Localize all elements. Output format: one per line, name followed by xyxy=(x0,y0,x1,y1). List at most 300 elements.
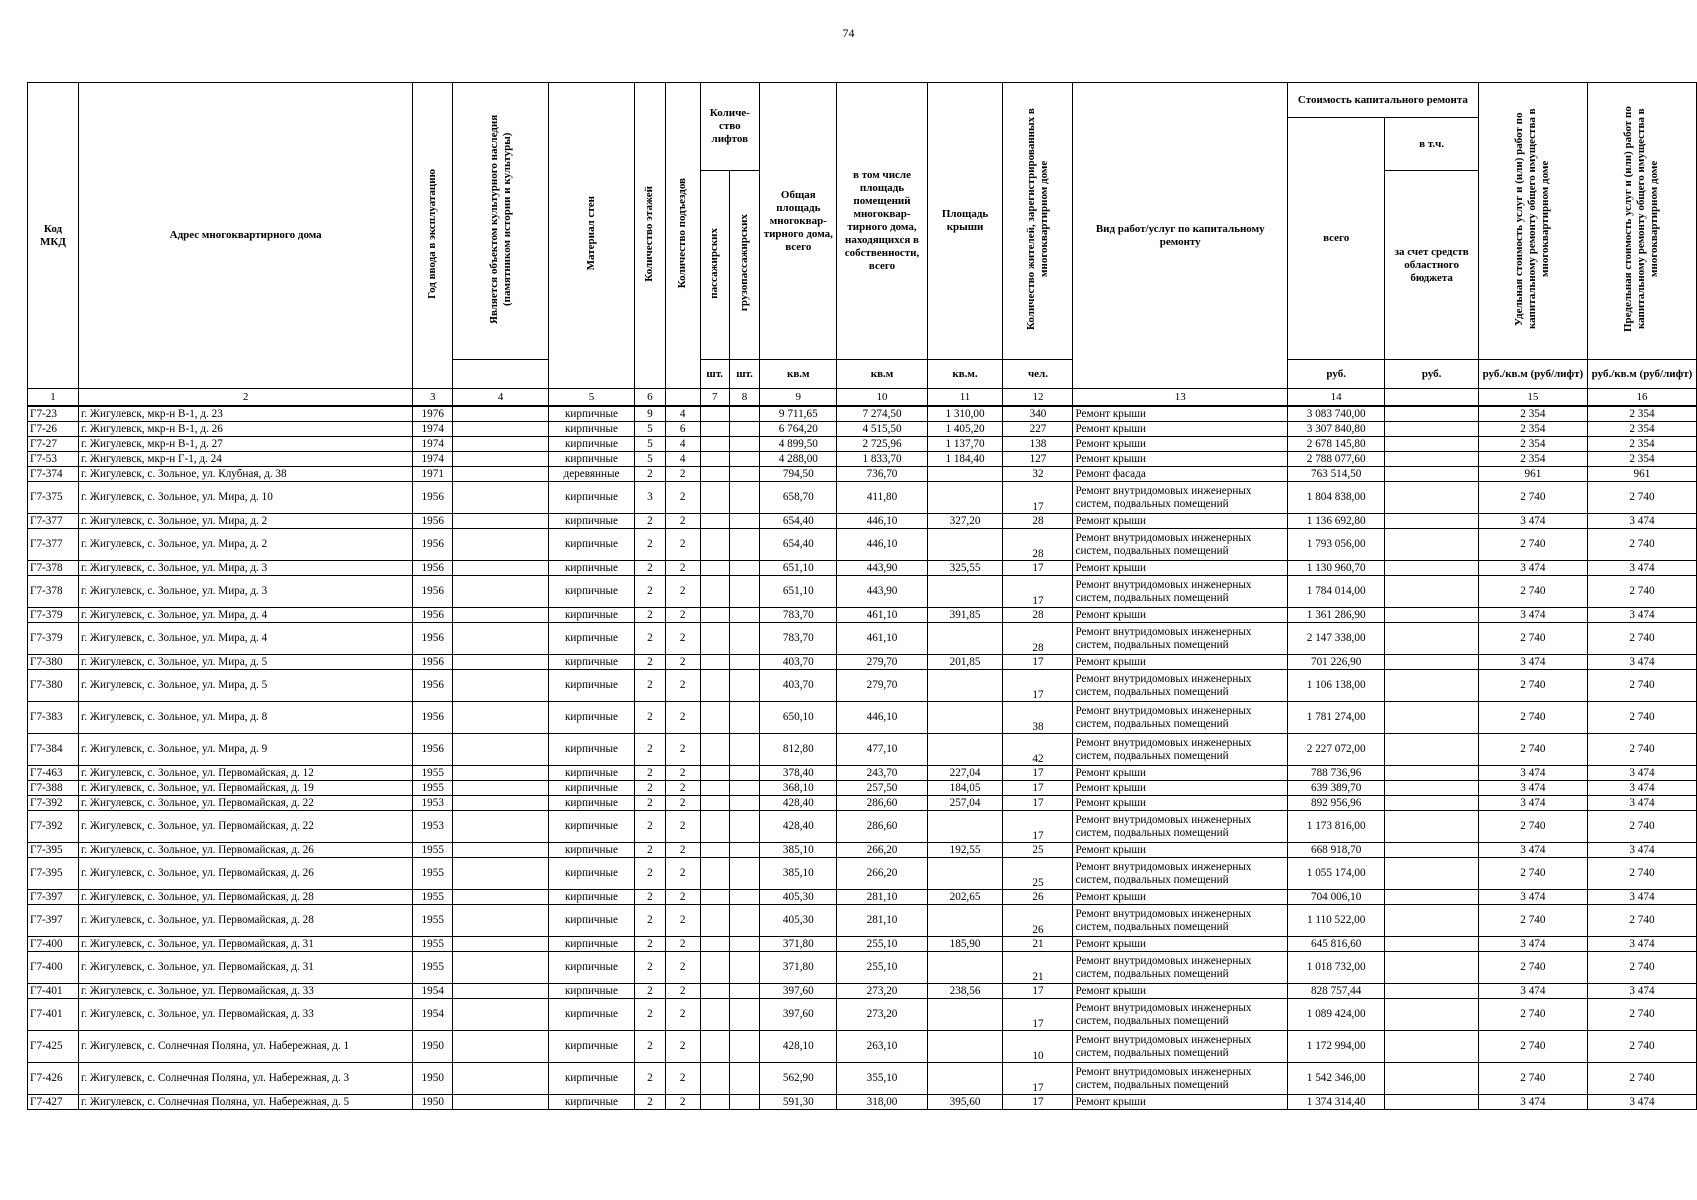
cell-cost-total: 639 389,70 xyxy=(1287,781,1384,796)
cell-cost-regional xyxy=(1385,702,1478,734)
cell-heritage xyxy=(453,858,549,890)
cell-cost-regional xyxy=(1385,937,1478,952)
cell-floors: 2 xyxy=(634,905,665,937)
cell-owned-area: 286,60 xyxy=(837,796,927,811)
cell-lifts-cargo xyxy=(729,766,759,781)
cell-residents: 17 xyxy=(1003,999,1073,1031)
cell-entrances: 2 xyxy=(665,702,700,734)
cell-total-area: 371,80 xyxy=(760,952,837,984)
cell-lifts-pass xyxy=(700,858,729,890)
cell-limit-cost: 2 354 xyxy=(1587,452,1696,467)
cell-code: Г7-27 xyxy=(28,437,79,452)
table-row xyxy=(28,905,1697,937)
cell-work: Ремонт внутридомовых инженерных систем, подвальных помещений xyxy=(1073,858,1287,890)
cell-roof-area xyxy=(927,952,1003,984)
cell-lifts-cargo xyxy=(729,467,759,482)
cell-address: г. Жигулевск, с. Зольное, ул. Первомайская, д. 33 xyxy=(79,984,413,999)
cell-cost-total: 1 055 174,00 xyxy=(1287,858,1384,890)
cell-lifts-pass xyxy=(700,952,729,984)
cell-floors: 2 xyxy=(634,608,665,623)
cell-address: г. Жигулевск, мкр-н В-1, д. 23 xyxy=(79,406,413,422)
cell-walls: кирпичные xyxy=(549,1063,635,1095)
cell-code: Г7-401 xyxy=(28,999,79,1031)
cell-address: г. Жигулевск, с. Зольное, ул. Первомайская, д. 31 xyxy=(79,937,413,952)
cell-cost-regional xyxy=(1385,655,1478,670)
cell-lifts-pass xyxy=(700,905,729,937)
cell-lifts-pass xyxy=(700,811,729,843)
cell-address: г. Жигулевск, мкр-н Г-1, д. 24 xyxy=(79,452,413,467)
cell-code: Г7-53 xyxy=(28,452,79,467)
cell-floors: 2 xyxy=(634,890,665,905)
cell-walls: кирпичные xyxy=(549,984,635,999)
cell-floors: 2 xyxy=(634,984,665,999)
cell-owned-area: 446,10 xyxy=(837,514,927,529)
cell-address: г. Жигулевск, мкр-н В-1, д. 27 xyxy=(79,437,413,452)
cell-lifts-cargo xyxy=(729,406,759,422)
cell-year: 1950 xyxy=(413,1063,453,1095)
cell-walls: кирпичные xyxy=(549,858,635,890)
unit-pcs-1: шт. xyxy=(700,360,729,389)
cell-cost-regional xyxy=(1385,984,1478,999)
cell-floors: 2 xyxy=(634,937,665,952)
cell-heritage xyxy=(453,843,549,858)
cell-lifts-cargo xyxy=(729,437,759,452)
unit-pcs-2: шт. xyxy=(729,360,759,389)
cell-unit-cost: 2 740 xyxy=(1478,482,1587,514)
cell-lifts-cargo xyxy=(729,984,759,999)
cell-heritage xyxy=(453,452,549,467)
header-residents-text: Количество жителей, зарегистрированных в многоквартирном доме xyxy=(1024,108,1050,330)
cell-cost-regional xyxy=(1385,576,1478,608)
cell-owned-area: 2 725,96 xyxy=(837,437,927,452)
cell-cost-regional xyxy=(1385,890,1478,905)
cell-cost-total: 1 784 014,00 xyxy=(1287,576,1384,608)
cell-roof-area xyxy=(927,858,1003,890)
cell-work: Ремонт крыши xyxy=(1073,437,1287,452)
table-row xyxy=(28,452,1697,467)
cell-owned-area: 443,90 xyxy=(837,576,927,608)
cell-owned-area: 281,10 xyxy=(837,890,927,905)
cell-address: г. Жигулевск, с. Зольное, ул. Мира, д. 3 xyxy=(79,561,413,576)
cell-total-area: 812,80 xyxy=(760,734,837,766)
cell-roof-area xyxy=(927,811,1003,843)
cell-cost-regional xyxy=(1385,529,1478,561)
cell-walls: кирпичные xyxy=(549,437,635,452)
cell-limit-cost: 3 474 xyxy=(1587,781,1696,796)
cell-cost-total: 1 361 286,90 xyxy=(1287,608,1384,623)
cell-cost-total: 3 083 740,00 xyxy=(1287,406,1384,422)
cell-unit-cost: 961 xyxy=(1478,467,1587,482)
cell-heritage xyxy=(453,734,549,766)
cell-lifts-cargo xyxy=(729,858,759,890)
cell-year: 1976 xyxy=(413,406,453,422)
cell-floors: 3 xyxy=(634,482,665,514)
cell-limit-cost: 3 474 xyxy=(1587,890,1696,905)
cell-lifts-cargo xyxy=(729,608,759,623)
cell-roof-area: 1 310,00 xyxy=(927,406,1003,422)
cell-limit-cost: 3 474 xyxy=(1587,561,1696,576)
cell-floors: 2 xyxy=(634,781,665,796)
header-incl: в т.ч. xyxy=(1385,118,1478,171)
cell-entrances: 4 xyxy=(665,452,700,467)
cell-cost-total: 763 514,50 xyxy=(1287,467,1384,482)
cell-unit-cost: 3 474 xyxy=(1478,843,1587,858)
cell-year: 1956 xyxy=(413,608,453,623)
cell-year: 1955 xyxy=(413,905,453,937)
cell-roof-area xyxy=(927,467,1003,482)
cell-unit-cost: 3 474 xyxy=(1478,796,1587,811)
cell-cost-total: 1 106 138,00 xyxy=(1287,670,1384,702)
unit-rate-2: руб./кв.м (руб/лифт) xyxy=(1587,360,1696,389)
cell-limit-cost: 2 740 xyxy=(1587,734,1696,766)
cell-year: 1956 xyxy=(413,655,453,670)
cell-unit-cost: 2 740 xyxy=(1478,529,1587,561)
cell-owned-area: 257,50 xyxy=(837,781,927,796)
unit-rate-1: руб./кв.м (руб/лифт) xyxy=(1478,360,1587,389)
cell-lifts-pass xyxy=(700,1063,729,1095)
cell-total-area: 405,30 xyxy=(760,890,837,905)
cell-heritage xyxy=(453,781,549,796)
cell-heritage xyxy=(453,702,549,734)
cell-lifts-pass xyxy=(700,655,729,670)
cell-heritage xyxy=(453,1031,549,1063)
cell-owned-area: 273,20 xyxy=(837,984,927,999)
cell-unit-cost: 2 740 xyxy=(1478,811,1587,843)
cell-walls: кирпичные xyxy=(549,576,635,608)
cell-total-area: 591,30 xyxy=(760,1095,837,1110)
cell-walls: кирпичные xyxy=(549,608,635,623)
cell-limit-cost: 2 354 xyxy=(1587,437,1696,452)
table-row xyxy=(28,811,1697,843)
cell-unit-cost: 2 740 xyxy=(1478,858,1587,890)
cell-owned-area: 1 833,70 xyxy=(837,452,927,467)
header-regional: за счет средств областного бюджета xyxy=(1385,171,1478,360)
cell-limit-cost: 3 474 xyxy=(1587,514,1696,529)
cell-total-area: 428,40 xyxy=(760,811,837,843)
cell-entrances: 2 xyxy=(665,608,700,623)
cell-lifts-cargo xyxy=(729,843,759,858)
cell-owned-area: 736,70 xyxy=(837,467,927,482)
cell-heritage xyxy=(453,952,549,984)
cell-owned-area: 443,90 xyxy=(837,561,927,576)
header-cost: Стоимость капитального ремонта xyxy=(1287,83,1478,118)
cell-walls: кирпичные xyxy=(549,937,635,952)
cell-limit-cost: 3 474 xyxy=(1587,984,1696,999)
cell-heritage xyxy=(453,422,549,437)
cell-year: 1950 xyxy=(413,1031,453,1063)
cell-lifts-cargo xyxy=(729,905,759,937)
cell-cost-total: 2 147 338,00 xyxy=(1287,623,1384,655)
column-numbers-row xyxy=(28,389,1697,407)
cell-heritage xyxy=(453,529,549,561)
cell-residents: 340 xyxy=(1003,406,1073,422)
cell-work: Ремонт крыши xyxy=(1073,406,1287,422)
cell-cost-regional xyxy=(1385,905,1478,937)
cell-heritage xyxy=(453,999,549,1031)
cell-lifts-pass xyxy=(700,576,729,608)
cell-total-area: 651,10 xyxy=(760,561,837,576)
cell-cost-regional xyxy=(1385,608,1478,623)
cell-limit-cost: 2 354 xyxy=(1587,422,1696,437)
cell-cost-total: 701 226,90 xyxy=(1287,655,1384,670)
cell-cost-total: 1 542 346,00 xyxy=(1287,1063,1384,1095)
cell-total-area: 397,60 xyxy=(760,984,837,999)
cell-owned-area: 446,10 xyxy=(837,702,927,734)
cell-floors: 2 xyxy=(634,1095,665,1110)
cell-unit-cost: 3 474 xyxy=(1478,655,1587,670)
cell-code: Г7-400 xyxy=(28,952,79,984)
cell-lifts-pass xyxy=(700,796,729,811)
cell-work: Ремонт внутридомовых инженерных систем, подвальных помещений xyxy=(1073,670,1287,702)
cell-address: г. Жигулевск, с. Зольное, ул. Первомайская, д. 26 xyxy=(79,843,413,858)
cell-total-area: 654,40 xyxy=(760,514,837,529)
cell-code: Г7-374 xyxy=(28,467,79,482)
cell-code: Г7-384 xyxy=(28,734,79,766)
cell-entrances: 2 xyxy=(665,858,700,890)
cell-limit-cost: 2 740 xyxy=(1587,702,1696,734)
cell-unit-cost: 2 740 xyxy=(1478,1031,1587,1063)
cell-roof-area: 391,85 xyxy=(927,608,1003,623)
page-number: 74 xyxy=(842,26,855,40)
cell-residents: 17 xyxy=(1003,670,1073,702)
cell-total-area: 428,40 xyxy=(760,796,837,811)
column-number: 8 xyxy=(729,389,759,407)
cell-address: г. Жигулевск, с. Зольное, ул. Клубная, д. 38 xyxy=(79,467,413,482)
cell-code: Г7-26 xyxy=(28,422,79,437)
cell-walls: кирпичные xyxy=(549,999,635,1031)
cell-floors: 2 xyxy=(634,734,665,766)
cell-lifts-pass xyxy=(700,623,729,655)
header-lifts-cargo-text: грузопассажирских xyxy=(738,214,751,312)
column-number: 11 xyxy=(927,389,1003,407)
cell-work: Ремонт внутридомовых инженерных систем, подвальных помещений xyxy=(1073,702,1287,734)
table-row xyxy=(28,1095,1697,1110)
cell-floors: 2 xyxy=(634,843,665,858)
table-row xyxy=(28,890,1697,905)
header-residents xyxy=(1003,83,1073,360)
cell-entrances: 2 xyxy=(665,1063,700,1095)
cell-cost-regional xyxy=(1385,406,1478,422)
cell-walls: кирпичные xyxy=(549,406,635,422)
cell-limit-cost: 3 474 xyxy=(1587,937,1696,952)
cell-residents: 21 xyxy=(1003,937,1073,952)
cell-walls: кирпичные xyxy=(549,1095,635,1110)
cell-roof-area: 192,55 xyxy=(927,843,1003,858)
cell-owned-area: 461,10 xyxy=(837,623,927,655)
cell-work: Ремонт внутридомовых инженерных систем, подвальных помещений xyxy=(1073,811,1287,843)
header-owned-area: в том числе площадь помещений многоквар- тирного дома, находящихся в собственности, всего xyxy=(837,83,927,360)
cell-heritage xyxy=(453,984,549,999)
cell-roof-area: 227,04 xyxy=(927,766,1003,781)
cell-lifts-cargo xyxy=(729,561,759,576)
cell-owned-area: 477,10 xyxy=(837,734,927,766)
cell-walls: кирпичные xyxy=(549,890,635,905)
cell-owned-area: 446,10 xyxy=(837,529,927,561)
cell-code: Г7-463 xyxy=(28,766,79,781)
cell-owned-area: 279,70 xyxy=(837,670,927,702)
cell-heritage xyxy=(453,561,549,576)
cell-roof-area: 1 184,40 xyxy=(927,452,1003,467)
header-heritage xyxy=(453,83,549,360)
cell-entrances: 2 xyxy=(665,796,700,811)
cell-cost-total: 2 227 072,00 xyxy=(1287,734,1384,766)
cell-residents: 17 xyxy=(1003,561,1073,576)
cell-cost-regional xyxy=(1385,796,1478,811)
cell-walls: кирпичные xyxy=(549,529,635,561)
cell-residents: 26 xyxy=(1003,905,1073,937)
cell-lifts-pass xyxy=(700,734,729,766)
cell-residents: 17 xyxy=(1003,1095,1073,1110)
cell-year: 1950 xyxy=(413,1095,453,1110)
cell-entrances: 2 xyxy=(665,529,700,561)
cell-lifts-pass xyxy=(700,702,729,734)
cell-lifts-cargo xyxy=(729,781,759,796)
cell-lifts-cargo xyxy=(729,655,759,670)
table-row xyxy=(28,561,1697,576)
cell-lifts-cargo xyxy=(729,452,759,467)
column-number: 1 xyxy=(28,389,79,407)
table-row xyxy=(28,999,1697,1031)
repair-program-table xyxy=(27,82,1697,1110)
cell-address: г. Жигулевск, с. Зольное, ул. Мира, д. 9 xyxy=(79,734,413,766)
cell-total-area: 9 711,65 xyxy=(760,406,837,422)
cell-lifts-pass xyxy=(700,529,729,561)
cell-lifts-cargo xyxy=(729,623,759,655)
table-row xyxy=(28,467,1697,482)
cell-lifts-pass xyxy=(700,514,729,529)
unit-rub-1: руб. xyxy=(1287,360,1384,389)
cell-heritage xyxy=(453,796,549,811)
cell-total-area: 368,10 xyxy=(760,781,837,796)
cell-code: Г7-380 xyxy=(28,670,79,702)
cell-heritage xyxy=(453,890,549,905)
cell-address: г. Жигулевск, с. Зольное, ул. Первомайская, д. 22 xyxy=(79,811,413,843)
cell-address: г. Жигулевск, с. Зольное, ул. Первомайская, д. 26 xyxy=(79,858,413,890)
cell-year: 1955 xyxy=(413,937,453,952)
cell-residents: 17 xyxy=(1003,811,1073,843)
cell-walls: кирпичные xyxy=(549,811,635,843)
cell-limit-cost: 2 740 xyxy=(1587,529,1696,561)
cell-residents: 17 xyxy=(1003,655,1073,670)
cell-heritage xyxy=(453,608,549,623)
unit-rub-2: руб. xyxy=(1385,360,1478,389)
cell-address: г. Жигулевск, с. Зольное, ул. Первомайская, д. 12 xyxy=(79,766,413,781)
cell-lifts-pass xyxy=(700,937,729,952)
cell-residents: 10 xyxy=(1003,1031,1073,1063)
cell-cost-regional xyxy=(1385,781,1478,796)
cell-residents: 127 xyxy=(1003,452,1073,467)
cell-residents: 28 xyxy=(1003,529,1073,561)
cell-address: г. Жигулевск, с. Зольное, ул. Мира, д. 2 xyxy=(79,529,413,561)
cell-walls: кирпичные xyxy=(549,905,635,937)
cell-floors: 2 xyxy=(634,811,665,843)
cell-floors: 2 xyxy=(634,766,665,781)
cell-floors: 2 xyxy=(634,561,665,576)
cell-total-area: 403,70 xyxy=(760,655,837,670)
cell-unit-cost: 3 474 xyxy=(1478,514,1587,529)
cell-residents: 17 xyxy=(1003,576,1073,608)
cell-work: Ремонт крыши xyxy=(1073,781,1287,796)
cell-code: Г7-378 xyxy=(28,561,79,576)
cell-cost-regional xyxy=(1385,999,1478,1031)
cell-address: г. Жигулевск, с. Зольное, ул. Мира, д. 8 xyxy=(79,702,413,734)
header-total-area: Общая площадь многоквар- тирного дома, всего xyxy=(760,83,837,360)
cell-owned-area: 279,70 xyxy=(837,655,927,670)
cell-heritage xyxy=(453,467,549,482)
cell-address: г. Жигулевск, с. Зольное, ул. Мира, д. 10 xyxy=(79,482,413,514)
cell-roof-area: 327,20 xyxy=(927,514,1003,529)
header-code: Код МКД xyxy=(28,83,79,389)
cell-lifts-pass xyxy=(700,452,729,467)
cell-floors: 2 xyxy=(634,702,665,734)
unit-heritage xyxy=(453,360,549,389)
cell-work: Ремонт внутридомовых инженерных систем, подвальных помещений xyxy=(1073,1031,1287,1063)
cell-unit-cost: 3 474 xyxy=(1478,937,1587,952)
cell-total-area: 783,70 xyxy=(760,608,837,623)
cell-owned-area: 266,20 xyxy=(837,843,927,858)
cell-lifts-pass xyxy=(700,406,729,422)
cell-limit-cost: 2 740 xyxy=(1587,952,1696,984)
cell-total-area: 403,70 xyxy=(760,670,837,702)
cell-address: г. Жигулевск, с. Зольное, ул. Мира, д. 3 xyxy=(79,576,413,608)
cell-cost-total: 828 757,44 xyxy=(1287,984,1384,999)
cell-code: Г7-426 xyxy=(28,1063,79,1095)
cell-work: Ремонт внутридомовых инженерных систем, подвальных помещений xyxy=(1073,905,1287,937)
header-lifts-pass-text: пассажирских xyxy=(708,227,721,299)
cell-year: 1953 xyxy=(413,796,453,811)
cell-limit-cost: 2 740 xyxy=(1587,670,1696,702)
table-row xyxy=(28,437,1697,452)
cell-work: Ремонт крыши xyxy=(1073,561,1287,576)
cell-cost-regional xyxy=(1385,843,1478,858)
cell-cost-regional xyxy=(1385,467,1478,482)
cell-year: 1955 xyxy=(413,858,453,890)
cell-cost-total: 2 678 145,80 xyxy=(1287,437,1384,452)
header-roof-area: Площадь крыши xyxy=(927,83,1003,360)
cell-work: Ремонт внутридомовых инженерных систем, подвальных помещений xyxy=(1073,1063,1287,1095)
cell-limit-cost: 2 740 xyxy=(1587,576,1696,608)
cell-residents: 32 xyxy=(1003,467,1073,482)
cell-lifts-cargo xyxy=(729,514,759,529)
cell-walls: кирпичные xyxy=(549,452,635,467)
cell-roof-area xyxy=(927,529,1003,561)
cell-work: Ремонт крыши xyxy=(1073,514,1287,529)
cell-roof-area xyxy=(927,734,1003,766)
cell-address: г. Жигулевск, мкр-н В-1, д. 26 xyxy=(79,422,413,437)
cell-total-area: 405,30 xyxy=(760,905,837,937)
cell-cost-total: 1 781 274,00 xyxy=(1287,702,1384,734)
table-row xyxy=(28,529,1697,561)
cell-total-area: 654,40 xyxy=(760,529,837,561)
cell-cost-total: 1 173 816,00 xyxy=(1287,811,1384,843)
cell-heritage xyxy=(453,1063,549,1095)
cell-limit-cost: 2 740 xyxy=(1587,1063,1696,1095)
cell-address: г. Жигулевск, с. Зольное, ул. Мира, д. 2 xyxy=(79,514,413,529)
cell-floors: 2 xyxy=(634,655,665,670)
cell-cost-regional xyxy=(1385,1095,1478,1110)
cell-walls: деревянные xyxy=(549,467,635,482)
cell-work: Ремонт крыши xyxy=(1073,796,1287,811)
cell-lifts-pass xyxy=(700,482,729,514)
cell-lifts-cargo xyxy=(729,702,759,734)
column-number: 14 xyxy=(1287,389,1384,407)
cell-entrances: 2 xyxy=(665,670,700,702)
cell-walls: кирпичные xyxy=(549,796,635,811)
cell-limit-cost: 2 740 xyxy=(1587,1031,1696,1063)
table-body xyxy=(28,406,1697,1110)
cell-lifts-cargo xyxy=(729,670,759,702)
cell-roof-area xyxy=(927,670,1003,702)
